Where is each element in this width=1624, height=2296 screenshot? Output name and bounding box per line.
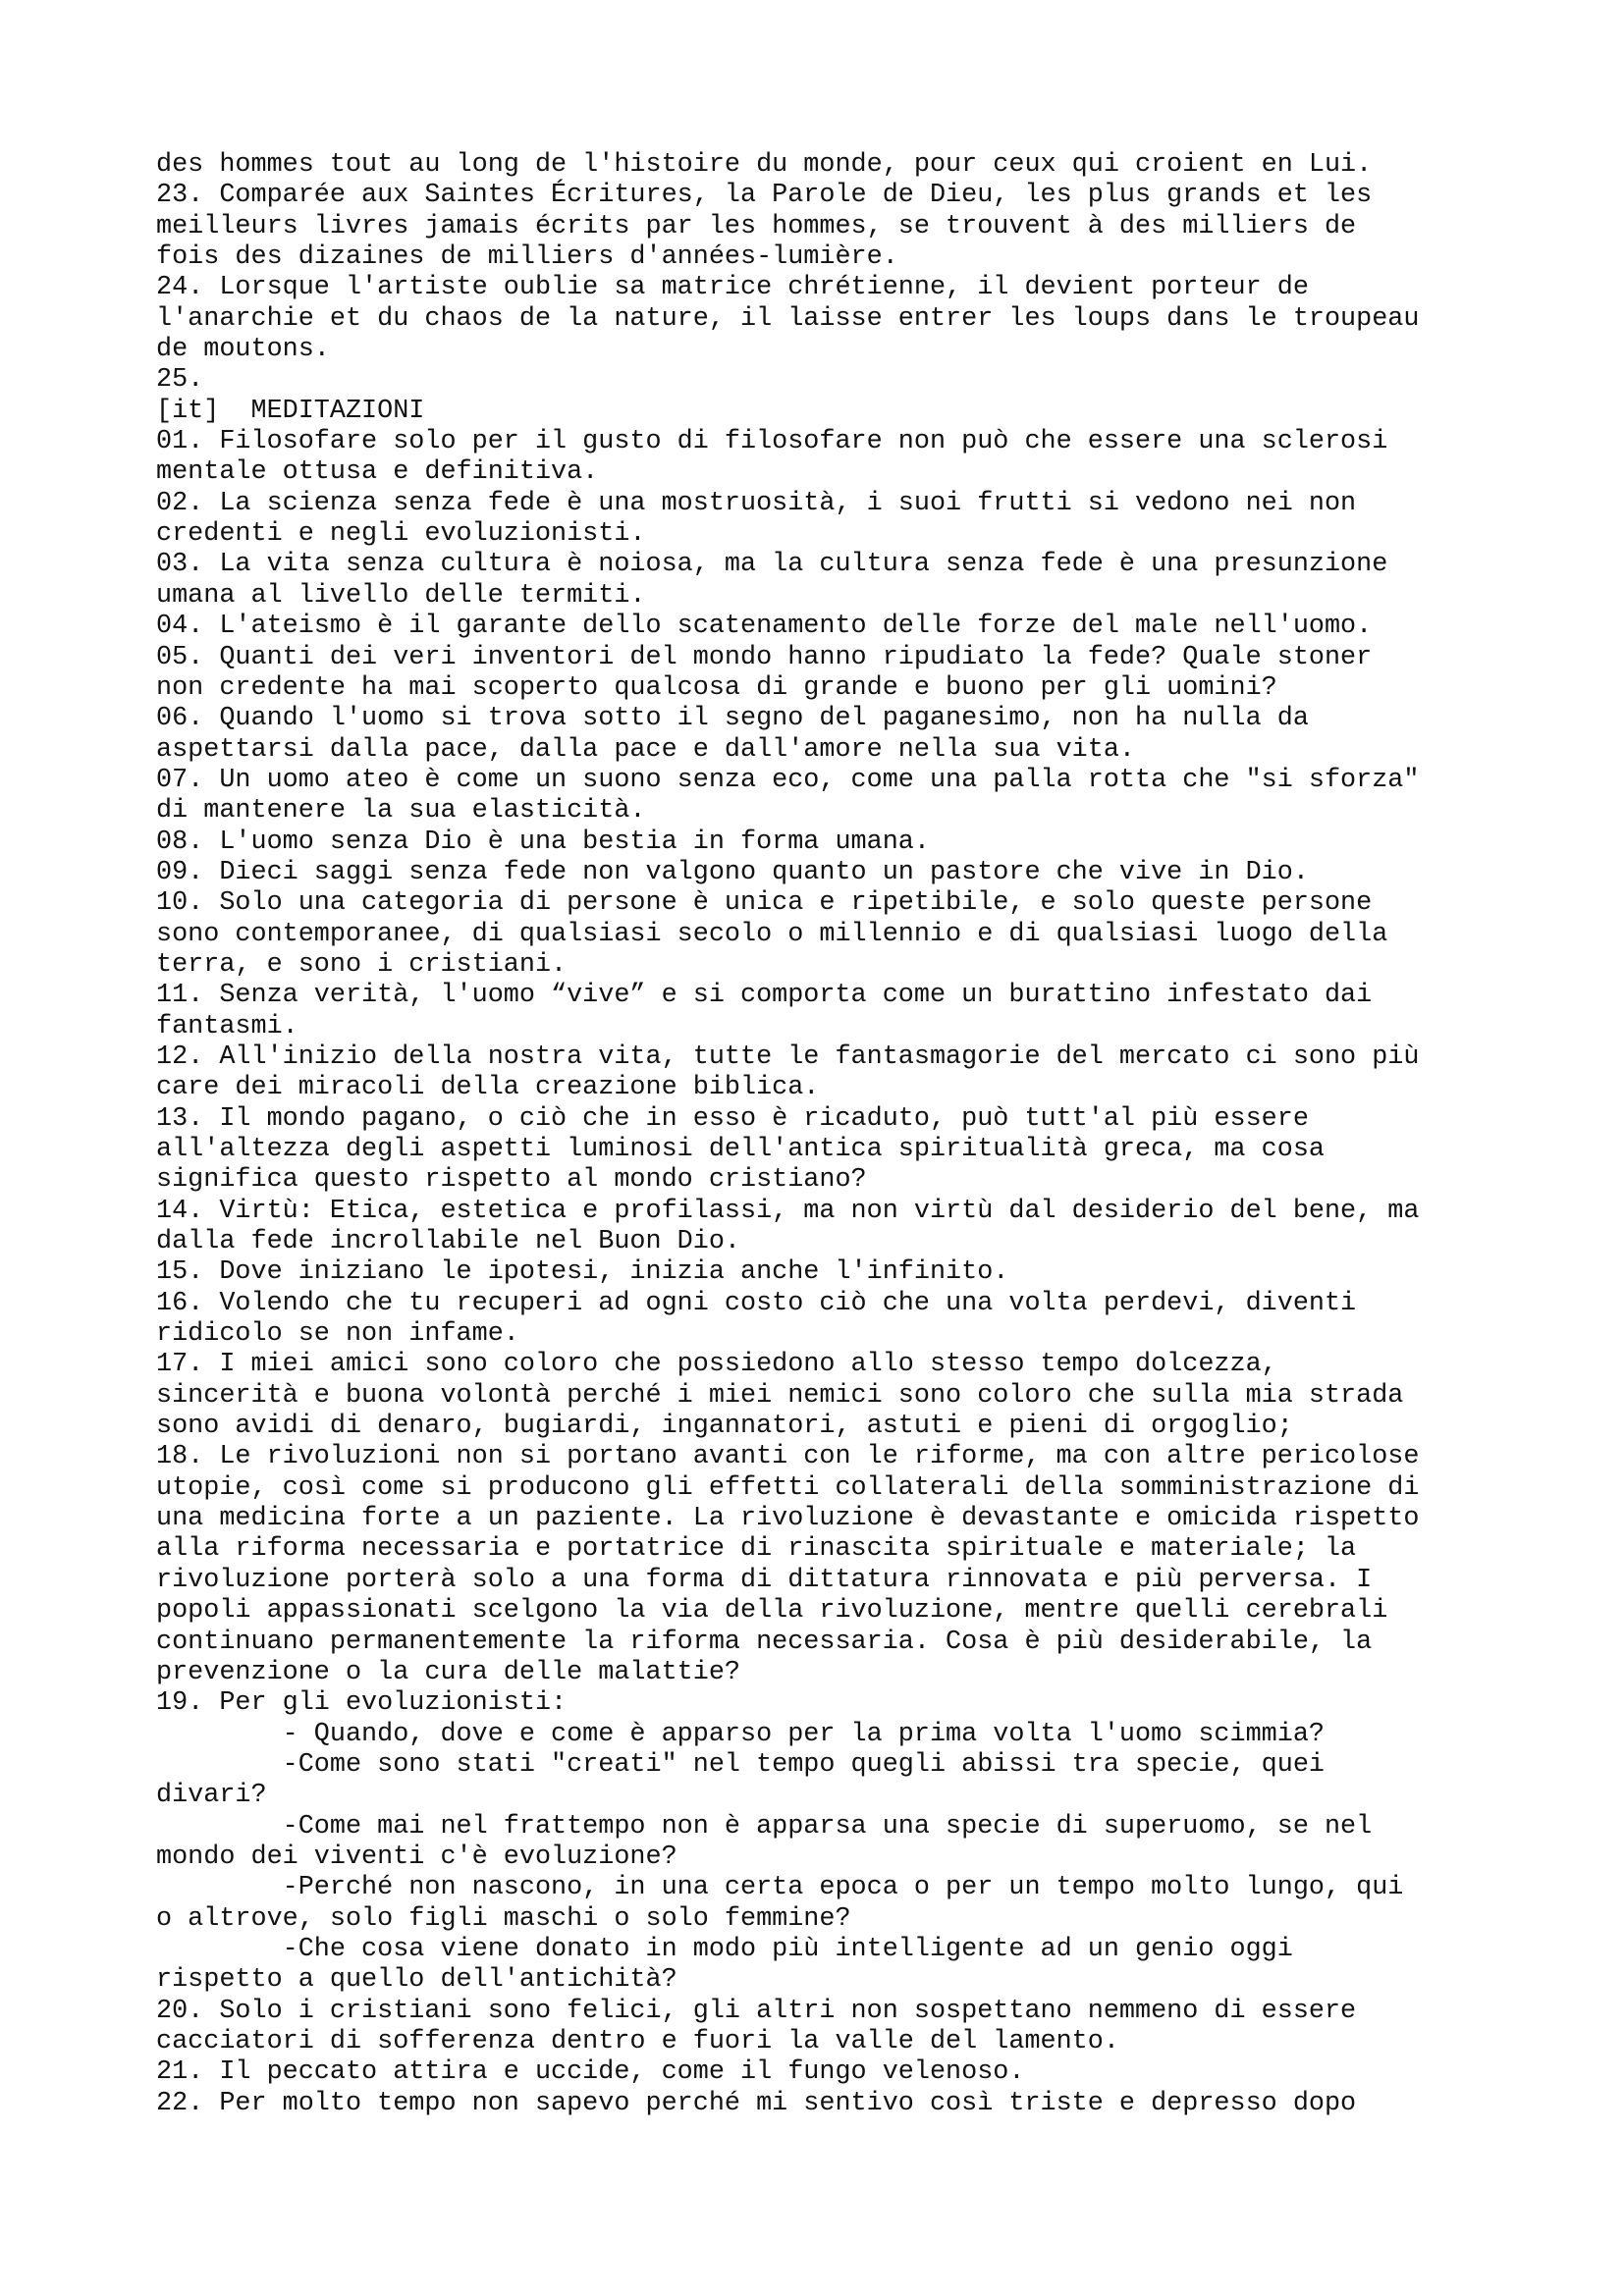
text-line: alla riforma necessaria e portatrice di rinascita spirituale e materiale; la — [156, 1534, 1357, 1565]
text-line: umana al livello delle termiti. — [156, 580, 646, 611]
text-line: una medicina forte a un paziente. La rivoluzione è devastante e omicida rispetto — [156, 1504, 1420, 1534]
text-line: cacciatori di sofferenza dentro e fuori la valle del lamento. — [156, 2026, 1119, 2056]
text-line: 09. Dieci saggi senza fede non valgono quanto un pastore che vive in Dio. — [156, 857, 1309, 887]
text-line: -Che cosa viene donato in modo più intelligente ad un genio oggi — [156, 1934, 1293, 1964]
text-line: sincerità e buona volontà perché i miei nemici sono coloro che sulla mia strada — [156, 1380, 1404, 1411]
text-line: care dei miracoli della creazione biblica. — [156, 1073, 820, 1103]
text-line: 08. L'uomo senza Dio è una bestia in forma umana. — [156, 827, 930, 857]
document-page — [156, 150, 1511, 2119]
text-line: 02. La scienza senza fede è una mostruosità, i suoi frutti si vedono nei non — [156, 488, 1357, 518]
text-line: 06. Quando l'uomo si trova sotto il segno del paganesimo, non ha nulla da — [156, 704, 1309, 734]
text-line: 23. Comparée aux Saintes Écritures, la Parole de Dieu, les plus grands et les — [156, 181, 1373, 211]
text-line: 25. — [156, 365, 204, 396]
section-heading: [it] MEDITAZIONI — [156, 396, 425, 426]
text-line: fois des dizaines de milliers d'années-lumière. — [156, 242, 898, 273]
text-line: -Perché non nascono, in una certa epoca o per un tempo molto lungo, qui — [156, 1873, 1404, 1903]
text-line: meilleurs livres jamais écrits par les hommes, se trouvent à des milliers de — [156, 211, 1357, 241]
text-line: rivoluzione porterà solo a una forma di dittatura rinnovata e più perversa. I — [156, 1565, 1373, 1595]
text-line: 11. Senza verità, l'uomo “vive” e si comporta come un burattino infestato dai — [156, 981, 1373, 1011]
text-line: prevenzione o la cura delle malattie? — [156, 1657, 740, 1687]
text-line: fantasmi. — [156, 1011, 298, 1041]
text-line: ridicolo se non infame. — [156, 1319, 519, 1350]
text-line: 20. Solo i cristiani sono felici, gli altri non sospettano nemmeno di essere — [156, 1996, 1357, 2026]
text-line: l'anarchie et du chaos de la nature, il laisse entrer les loups dans le troupeau — [156, 303, 1420, 334]
text-line: 24. Lorsque l'artiste oublie sa matrice chrétienne, il devient porteur de — [156, 273, 1309, 303]
text-line: credenti e negli evoluzionisti. — [156, 519, 646, 550]
text-line: rispetto a quello dell'antichità? — [156, 1965, 677, 1996]
text-line: - Quando, dove e come è apparso per la prima volta l'uomo scimmia? — [156, 1719, 1325, 1749]
text-line: 05. Quanti dei veri inventori del mondo hanno ripudiato la fede? Quale stoner — [156, 642, 1373, 672]
text-line: terra, e sono i cristiani. — [156, 949, 568, 980]
text-line: des hommes tout au long de l'histoire du monde, pour ceux qui croient en Lui. — [156, 150, 1373, 180]
text-line: aspettarsi dalla pace, dalla pace e dall'amore nella sua vita. — [156, 734, 1136, 765]
text-line: di mantenere la sua elasticità. — [156, 796, 646, 827]
text-line: 17. I miei amici sono coloro che possiedono allo stesso tempo dolcezza, — [156, 1350, 1277, 1380]
text-line: all'altezza degli aspetti luminosi dell'antica spiritualità greca, ma cosa — [156, 1135, 1325, 1164]
text-line: mondo dei viventi c'è evoluzione? — [156, 1842, 677, 1872]
text-line: 10. Solo una categoria di persone è unica e ripetibile, e solo queste persone — [156, 888, 1373, 919]
text-line: 01. Filosofare solo per il gusto di filosofare non può che essere una sclerosi — [156, 427, 1388, 457]
text-line: 13. Il mondo pagano, o ciò che in esso è ricaduto, può tutt'al più essere — [156, 1103, 1309, 1134]
text-line: sono avidi di denaro, bugiardi, ingannatori, astuti e pieni di orgoglio; — [156, 1412, 1293, 1442]
text-line: -Come sono stati "creati" nel tempo quegli abissi tra specie, quei — [156, 1749, 1325, 1780]
text-line: utopie, così come si producono gli effetti collaterali della somministrazione di — [156, 1472, 1420, 1503]
text-line: sono contemporanee, di qualsiasi secolo o millennio e di qualsiasi luogo della — [156, 919, 1388, 949]
text-line: 21. Il peccato attira e uccide, come il fungo velenoso. — [156, 2057, 1025, 2088]
text-line: dalla fede incrollabile nel Buon Dio. — [156, 1227, 740, 1257]
text-line: 07. Un uomo ateo è come un suono senza eco, come una palla rotta che "si sforza" — [156, 765, 1420, 795]
text-line: 18. Le rivoluzioni non si portano avanti con le riforme, ma con altre pericolose — [156, 1442, 1420, 1472]
text-line: 03. La vita senza cultura è noiosa, ma la cultura senza fede è una presunzione — [156, 550, 1388, 580]
text-line: non credente ha mai scoperto qualcosa di grande e buono per gli uomini? — [156, 672, 1277, 703]
text-line: 15. Dove iniziano le ipotesi, inizia anche l'infinito. — [156, 1257, 1009, 1288]
text-line: significa questo rispetto al mondo cristiano? — [156, 1165, 867, 1196]
text-line: de moutons. — [156, 335, 330, 365]
text-line: divari? — [156, 1781, 267, 1811]
text-line: o altrove, solo figli maschi o solo femmine? — [156, 1903, 851, 1934]
text-line: 12. All'inizio della nostra vita, tutte le fantasmagorie del mercato ci sono più — [156, 1041, 1420, 1072]
text-line: continuano permanentemente la riforma necessaria. Cosa è più desiderabile, la — [156, 1627, 1373, 1657]
text-line: -Come mai nel frattempo non è apparsa una specie di superuomo, se nel — [156, 1811, 1373, 1842]
text-line: 22. Per molto tempo non sapevo perché mi sentivo così triste e depresso dopo — [156, 2088, 1357, 2118]
text-line: 04. L'ateismo è il garante dello scatenamento delle forze del male nell'uomo. — [156, 612, 1373, 642]
text-line: 14. Virtù: Etica, estetica e profilassi, ma non virtù dal desiderio del bene, ma — [156, 1196, 1420, 1226]
text-line: popoli appassionati scelgono la via della rivoluzione, mentre quelli cerebrali — [156, 1596, 1388, 1627]
text-line: 19. Per gli evoluzionisti: — [156, 1688, 568, 1719]
text-line: 16. Volendo che tu recuperi ad ogni costo ciò che una volta perdevi, diventi — [156, 1288, 1357, 1318]
text-line: mentale ottusa e definitiva. — [156, 457, 599, 488]
